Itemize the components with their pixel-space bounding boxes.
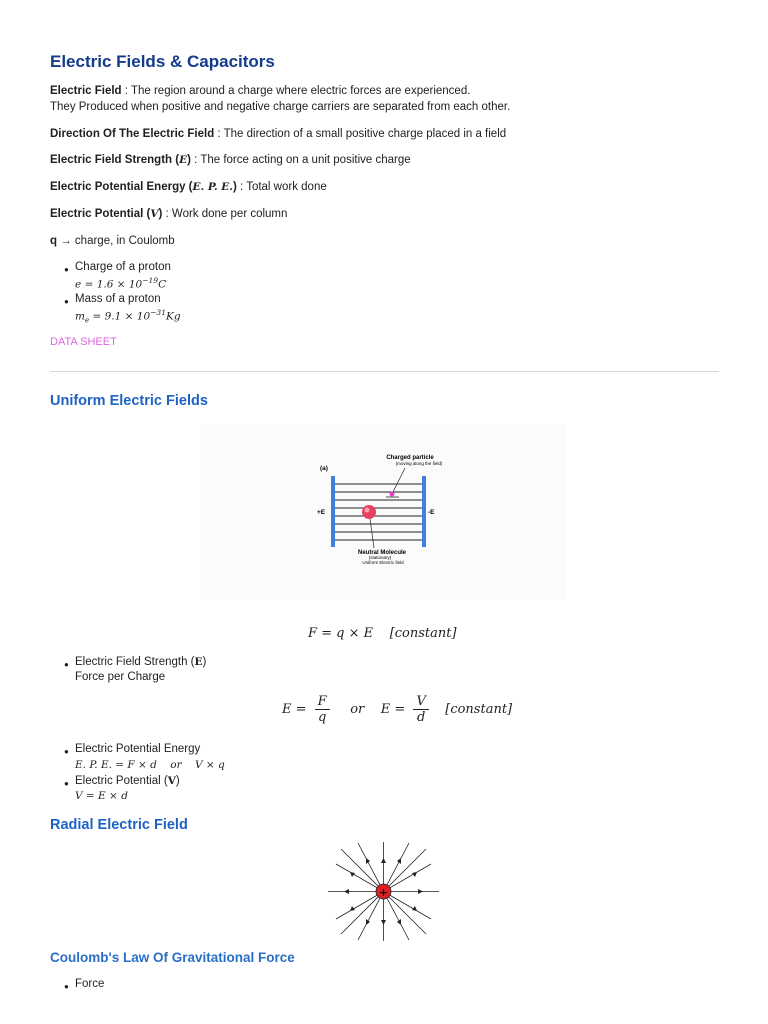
bullet-dot: ● xyxy=(64,265,69,274)
subscript: e xyxy=(84,316,90,325)
charge-text: charge, in Coulomb xyxy=(71,235,175,247)
paren: ) xyxy=(158,208,163,220)
bullet-label: Electric Potential ( xyxy=(75,775,168,787)
bullet-dot: ● xyxy=(64,747,69,756)
molecule-label: Neutral Molecule xyxy=(357,550,407,556)
numerator: F xyxy=(315,694,330,710)
term: Electric Field xyxy=(50,85,122,97)
direction-definition xyxy=(50,127,506,141)
negative-plate xyxy=(422,476,426,547)
term: Electric Potential ( xyxy=(50,208,151,220)
electric-field-definition xyxy=(50,84,470,98)
numerator: V xyxy=(413,694,428,710)
math-rhs: = 1.6 × 10 xyxy=(84,278,143,291)
unit: C xyxy=(158,278,167,291)
definition-text: : The direction of a small positive charge placed in a field xyxy=(214,128,507,140)
panel-label: (a) xyxy=(320,465,328,472)
denominator: q xyxy=(318,710,327,725)
math-lhs: e xyxy=(75,278,82,291)
radial-field-diagram xyxy=(326,840,441,943)
bullet-dot: ● xyxy=(64,660,69,669)
particle-sublabel: (moving along the field) xyxy=(395,461,443,466)
charged-particle xyxy=(390,492,395,497)
potential-energy-bullet: Electric Potential Energy xyxy=(75,743,201,755)
minus-plate-label: -E xyxy=(428,509,435,516)
potential-energy-definition xyxy=(50,180,327,194)
plus-plate-label: +E xyxy=(317,509,326,516)
bold-symbol: V xyxy=(167,775,176,787)
paren: ) xyxy=(187,154,191,166)
arrow-icon: → xyxy=(60,235,72,247)
positive-plate xyxy=(331,476,335,547)
term: Electric Potential Energy ( xyxy=(50,181,193,193)
paren: ) xyxy=(175,775,180,787)
particle-label: Charged particle xyxy=(386,455,434,461)
symbol: E. P. E. xyxy=(192,181,233,193)
fraction-f-over-q xyxy=(315,694,330,725)
definition-text: : The region around a charge where electric forces are experienced. xyxy=(121,85,471,97)
bold-symbol: E xyxy=(194,656,203,668)
potential-energy-math: E. P. E. = F × d or V × q xyxy=(75,759,225,771)
bullet-dot: ● xyxy=(64,982,69,991)
plus-sign: + xyxy=(378,886,389,899)
bullet-dot: ● xyxy=(64,297,69,306)
equation-lhs-2: E = xyxy=(380,702,406,717)
symbol: V xyxy=(150,208,159,220)
field-caption: Uniform Electric field xyxy=(362,560,404,565)
definition-text: : Work done per column xyxy=(162,208,288,220)
exponent: −19 xyxy=(142,276,159,285)
radial-field-heading: Radial Electric Field xyxy=(50,817,188,833)
potential-bullet xyxy=(75,775,180,787)
potential-definition xyxy=(50,207,287,221)
data-sheet-link[interactable]: DATA SHEET xyxy=(50,336,117,348)
force-per-charge: Force per Charge xyxy=(75,671,166,683)
figure-background xyxy=(200,424,566,600)
equation-lhs: E = xyxy=(282,702,307,717)
potential-math: V = E × d xyxy=(75,790,128,802)
divider xyxy=(50,371,719,372)
fraction-v-over-d xyxy=(413,694,428,725)
field-strength-bullet xyxy=(75,656,206,668)
proton-charge-math xyxy=(75,276,166,291)
field-strength-equation xyxy=(282,694,512,725)
exponent: −31 xyxy=(150,308,166,317)
uniform-field-diagram xyxy=(200,424,566,600)
equation-lhs: F = q × E xyxy=(308,626,374,641)
uniform-fields-heading: Uniform Electric Fields xyxy=(50,393,208,409)
force-bullet: Force xyxy=(75,978,105,990)
term: Direction Of The Electric Field xyxy=(50,128,215,140)
neutral-molecule xyxy=(362,505,376,519)
constant-label: Mass of a proton xyxy=(75,293,161,305)
field-strength-definition xyxy=(50,153,411,167)
term: Electric Field Strength ( xyxy=(50,154,180,166)
paren: ) xyxy=(232,181,237,193)
definition-text: : The force acting on a unit positive charge xyxy=(190,154,411,166)
equation-note: [constant] xyxy=(445,702,513,717)
coulomb-heading: Coulomb's Law Of Gravitational Force xyxy=(50,950,295,965)
bullet-dot: ● xyxy=(64,779,69,788)
paren: ) xyxy=(202,656,207,668)
force-equation xyxy=(308,626,457,641)
definition-text: : Total work done xyxy=(236,181,327,193)
equation-note: [constant] xyxy=(389,626,457,641)
term: q xyxy=(50,235,58,247)
bullet-label: Electric Field Strength ( xyxy=(75,656,195,668)
molecule-highlight xyxy=(365,508,370,513)
unit: Kg xyxy=(165,310,181,323)
denominator: d xyxy=(416,710,426,725)
symbol: E xyxy=(179,154,188,166)
charge-line xyxy=(50,234,175,248)
or-text: or xyxy=(350,702,365,717)
produced-line: They Produced when positive and negative charge carriers are separated from each other. xyxy=(50,101,511,113)
constant-label: Charge of a proton xyxy=(75,261,171,273)
page-title: Electric Fields & Capacitors xyxy=(50,52,275,71)
molecule-sublabel: (stationary) xyxy=(368,555,392,560)
math-rhs: = 9.1 × 10 xyxy=(92,310,151,323)
math-lhs: m xyxy=(75,310,85,323)
proton-mass-math xyxy=(75,308,181,325)
